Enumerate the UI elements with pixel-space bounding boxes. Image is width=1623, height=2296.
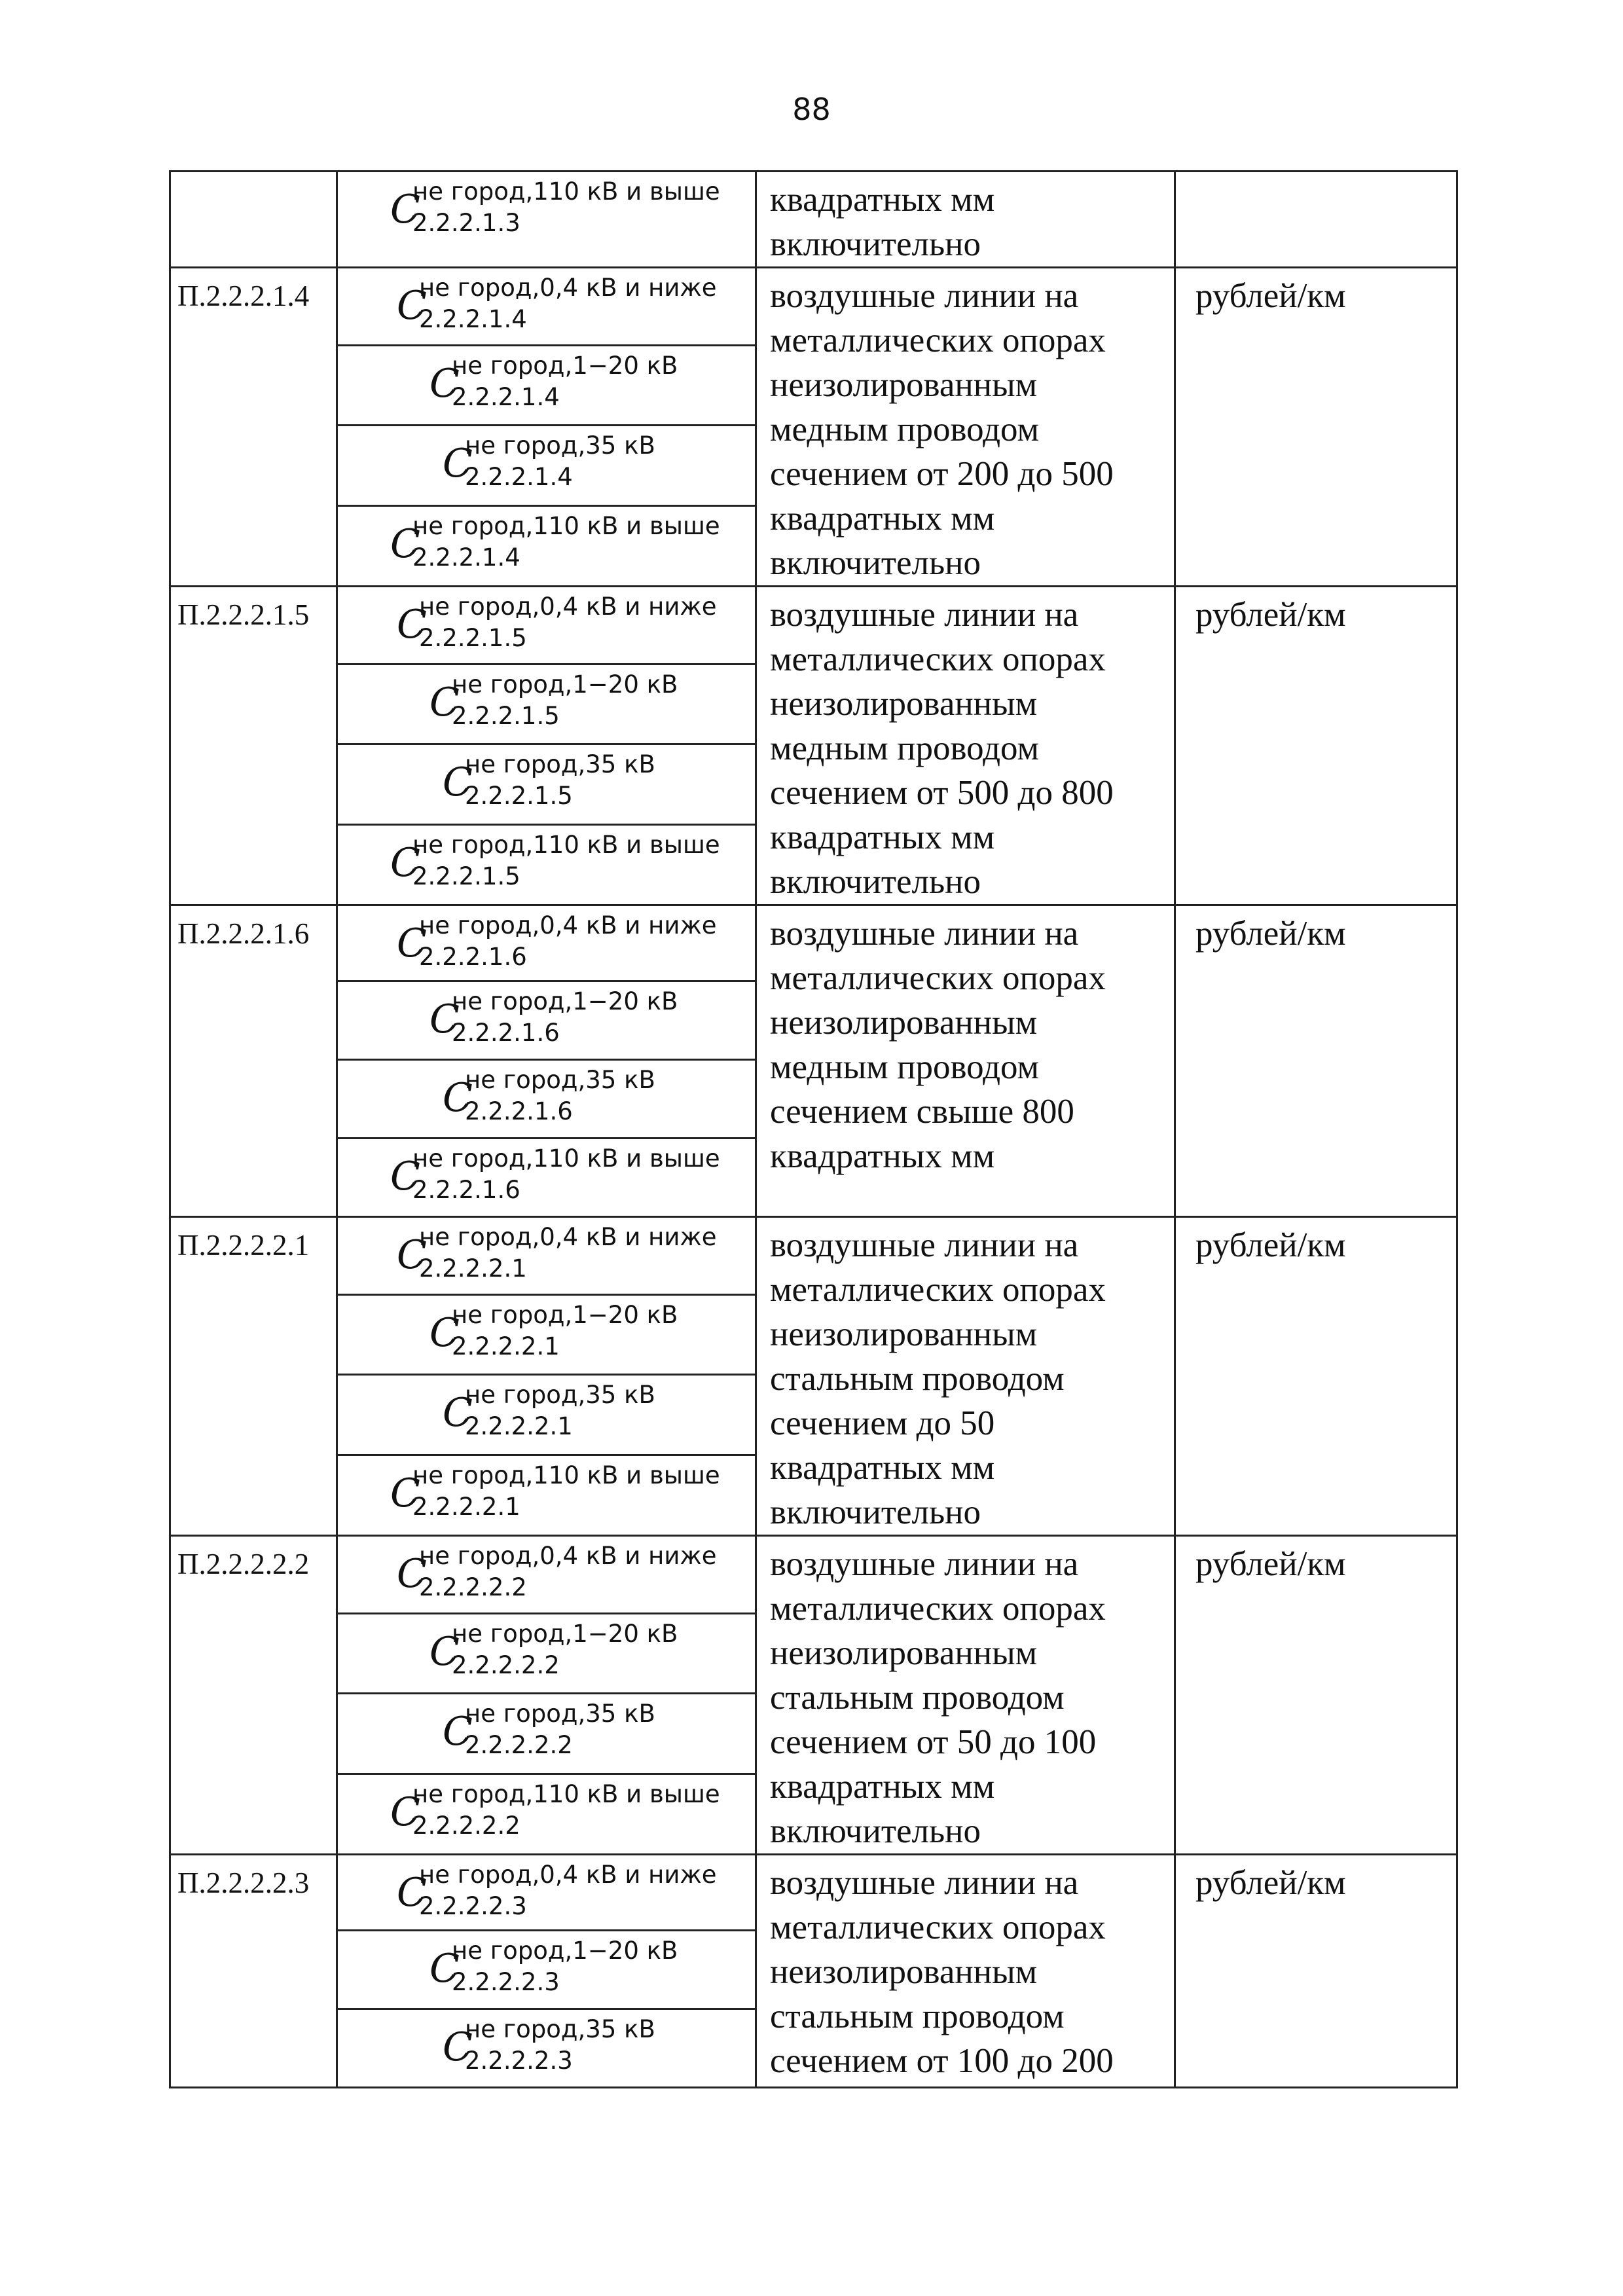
formula-cell [337, 1375, 756, 1455]
formula-cell [337, 426, 756, 506]
table-row [170, 1855, 1457, 1931]
formula-symbol: C [390, 521, 420, 568]
formula-cell [337, 345, 756, 426]
formula-superscript: не город,0,4 кВ и ниже [419, 1223, 717, 1251]
formula-superscript: не город,35 кВ [465, 2015, 655, 2043]
description-line: металлических опорах [770, 1590, 1106, 1628]
formula-symbol: C [443, 759, 473, 806]
unit-cell: рублей/км [1175, 1536, 1457, 1855]
formula-superscript: не город,35 кВ [465, 431, 655, 460]
description-line: металлических опорах [770, 1908, 1106, 1946]
table-row [170, 905, 1457, 981]
description-cell [756, 905, 1175, 1217]
description-cell [756, 587, 1175, 905]
description-line: сечением от 500 до 800 [770, 774, 1114, 812]
description-line: воздушные линии на [770, 1864, 1079, 1902]
formula-subscript: 2.2.2.1.5 [465, 782, 573, 811]
formula-symbol: C [390, 1154, 420, 1199]
formula-cell [337, 587, 756, 665]
formula-subscript: 2.2.2.2.2 [465, 1731, 573, 1760]
formula-superscript: не город,1−20 кВ [452, 1937, 678, 1965]
formula-subscript: 2.2.2.2.2 [452, 1650, 560, 1679]
formula-cell [337, 1217, 756, 1295]
formula-subscript: 2.2.2.2.3 [419, 1892, 527, 1920]
formula-superscript: не город,1−20 кВ [452, 1619, 678, 1648]
description-line: металлических опорах [770, 640, 1106, 678]
description-line: металлических опорах [770, 1271, 1106, 1309]
formula-symbol: C [397, 1870, 427, 1916]
formula-subscript: 2.2.2.2.1 [465, 1412, 573, 1441]
description-line: металлических опорах [770, 321, 1106, 359]
description-line: сечением свыше 800 [770, 1093, 1074, 1131]
description-line: неизолированным [770, 1634, 1038, 1672]
formula-subscript: 2.2.2.1.5 [452, 701, 560, 730]
formula-symbol: C [390, 187, 420, 232]
formula-subscript: 2.2.2.1.6 [419, 943, 527, 971]
table-row-continuation [170, 172, 1457, 268]
description-line: сечением от 50 до 100 [770, 1723, 1097, 1761]
formula-symbol: C [397, 1232, 427, 1278]
description-line: воздушные линии на [770, 1226, 1079, 1264]
description-line: медным проводом [770, 1048, 1040, 1086]
formula-subscript: 2.2.2.1.4 [412, 543, 520, 572]
description-line: квадратных мм [770, 500, 995, 538]
formula-cell [337, 1931, 756, 2009]
formula-symbol: C [390, 1470, 420, 1517]
formula-cell [337, 664, 756, 744]
formula-symbol: C [429, 679, 460, 725]
formula-subscript: 2.2.2.1.6 [452, 1019, 560, 1047]
description-line: воздушные линии на [770, 277, 1079, 315]
formula-superscript: не город,35 кВ [465, 1381, 655, 1410]
row-code: П.2.2.2.2.2 [170, 1536, 337, 1855]
description-line: сечением от 200 до 500 [770, 455, 1114, 493]
formula-subscript: 2.2.2.1.6 [412, 1176, 520, 1204]
description-cell [756, 268, 1175, 587]
formula-cell [337, 172, 756, 268]
formula-symbol: C [443, 1390, 473, 1436]
unit-cell: рублей/км [1175, 268, 1457, 587]
formula-symbol: C [443, 2024, 473, 2070]
description-line: воздушные линии на [770, 915, 1079, 953]
description-line: включительно [770, 544, 981, 582]
formula-cell [337, 825, 756, 905]
formula-subscript: 2.2.2.2.1 [419, 1254, 527, 1283]
formula-cell [337, 1294, 756, 1375]
formula-symbol: C [443, 441, 473, 487]
formula-superscript: не город,0,4 кВ и ниже [419, 911, 717, 939]
row-code: П.2.2.2.2.1 [170, 1217, 337, 1536]
formula-superscript: не город,1−20 кВ [452, 670, 678, 699]
description-line: квадратных мм [770, 1137, 995, 1175]
formula-subscript: 2.2.2.1.4 [419, 305, 527, 333]
description-line: медным проводом [770, 729, 1040, 767]
description-line: стальным проводом [770, 1997, 1065, 2035]
row-code: П.2.2.2.1.4 [170, 268, 337, 587]
formula-symbol: C [397, 283, 427, 329]
description-line: неизолированным [770, 1004, 1038, 1042]
formula-subscript: 2.2.2.1.6 [465, 1097, 573, 1125]
row-code: П.2.2.2.1.5 [170, 587, 337, 905]
formula-subscript: 2.2.2.1.5 [419, 624, 527, 652]
unit-cell: рублей/км [1175, 1217, 1457, 1536]
formula-cell [337, 1613, 756, 1694]
formula-symbol: C [443, 1709, 473, 1755]
tariff-table [169, 170, 1458, 2088]
formula-cell [337, 1139, 756, 1217]
unit-cell [1175, 172, 1457, 268]
formula-cell [337, 905, 756, 981]
description-line: включительно [770, 225, 981, 263]
formula-symbol: C [397, 920, 427, 966]
description-cell [756, 1536, 1175, 1855]
description-line: сечением до 50 [770, 1404, 995, 1442]
formula-subscript: 2.2.2.1.5 [412, 862, 520, 891]
table-row [170, 1217, 1457, 1295]
formula-symbol: C [390, 1789, 420, 1836]
description-line: воздушные линии на [770, 596, 1079, 634]
formula-symbol: C [429, 996, 460, 1042]
description-line: неизолированным [770, 366, 1038, 404]
description-line: квадратных мм [770, 1768, 995, 1806]
formula-cell [337, 1060, 756, 1139]
formula-superscript: не город,0,4 кВ и ниже [419, 592, 717, 621]
formula-cell [337, 981, 756, 1060]
formula-superscript: не город,110 кВ и выше [412, 1780, 720, 1809]
formula-superscript: не город,1−20 кВ [452, 1300, 678, 1329]
row-code: П.2.2.2.2.3 [170, 1855, 337, 2088]
formula-cell [337, 506, 756, 587]
formula-superscript: не город,35 кВ [465, 1700, 655, 1728]
description-line: неизолированным [770, 1315, 1038, 1353]
formula-cell [337, 744, 756, 825]
description-line: металлических опорах [770, 959, 1106, 997]
formula-cell [337, 268, 756, 346]
table-row [170, 1536, 1457, 1614]
unit-cell: рублей/км [1175, 587, 1457, 905]
row-code-cell [170, 172, 337, 268]
description-line: стальным проводом [770, 1679, 1065, 1717]
description-line: неизолированным [770, 685, 1038, 723]
formula-symbol: C [390, 840, 420, 886]
formula-subscript: 2.2.2.1.4 [465, 463, 573, 492]
tariff-table-body [170, 172, 1457, 2088]
formula-subscript: 2.2.2.2.1 [452, 1332, 560, 1360]
page-number: 88 [792, 92, 831, 127]
formula-superscript: не город,1−20 кВ [452, 987, 678, 1015]
formula-symbol: C [429, 1309, 460, 1356]
description-line: воздушные линии на [770, 1545, 1079, 1583]
formula-superscript: не город,110 кВ и выше [412, 1144, 720, 1173]
description-line: сечением от 100 до 200 [770, 2042, 1114, 2080]
table-row [170, 587, 1457, 665]
unit-cell: рублей/км [1175, 1855, 1457, 2088]
formula-superscript: не город,0,4 кВ и ниже [419, 1542, 717, 1570]
formula-symbol: C [429, 360, 460, 407]
formula-subscript: 2.2.2.2.1 [412, 1493, 520, 1522]
formula-superscript: не город,0,4 кВ и ниже [419, 274, 717, 302]
formula-cell [337, 1774, 756, 1855]
description-line: медным проводом [770, 410, 1040, 448]
formula-superscript: не город,110 кВ и выше [412, 831, 720, 860]
formula-subscript: 2.2.2.2.3 [465, 2047, 573, 2075]
formula-superscript: не город,1−20 кВ [452, 351, 678, 380]
formula-symbol: C [397, 1551, 427, 1597]
description-line: квадратных мм [770, 1449, 995, 1487]
formula-cell [337, 2009, 756, 2088]
formula-superscript: не город,110 кВ и выше [412, 1461, 720, 1490]
formula-subscript: 2.2.2.1.4 [452, 382, 560, 411]
description-line: включительно [770, 1493, 981, 1531]
formula-superscript: не город,110 кВ и выше [412, 512, 720, 541]
description-cell [756, 1855, 1175, 2088]
table-row [170, 268, 1457, 346]
formula-subscript: 2.2.2.2.2 [412, 1812, 520, 1840]
formula-symbol: C [397, 602, 427, 647]
description-line: включительно [770, 863, 981, 901]
formula-cell [337, 1536, 756, 1614]
formula-superscript: не город,0,4 кВ и ниже [419, 1861, 717, 1889]
description-line: квадратных мм [770, 818, 995, 856]
description-cell [756, 1217, 1175, 1536]
formula-cell [337, 1694, 756, 1774]
formula-cell [337, 1855, 756, 1931]
description-line: квадратных мм [770, 181, 995, 219]
formula-superscript: не город,35 кВ [465, 1066, 655, 1094]
formula-subscript: 2.2.2.2.2 [419, 1573, 527, 1601]
formula-cell [337, 1455, 756, 1536]
description-cell [756, 172, 1175, 268]
formula-subscript: 2.2.2.1.3 [412, 209, 520, 237]
formula-symbol: C [429, 1946, 460, 1992]
unit-cell: рублей/км [1175, 905, 1457, 1217]
formula-symbol: C [443, 1075, 473, 1121]
description-line: неизолированным [770, 1953, 1038, 1991]
description-line: стальным проводом [770, 1360, 1065, 1398]
formula-superscript: не город,110 кВ и выше [412, 177, 720, 206]
row-code: П.2.2.2.1.6 [170, 905, 337, 1217]
formula-symbol: C [429, 1628, 460, 1675]
formula-subscript: 2.2.2.2.3 [452, 1968, 560, 1996]
description-line: включительно [770, 1812, 981, 1850]
formula-superscript: не город,35 кВ [465, 750, 655, 779]
